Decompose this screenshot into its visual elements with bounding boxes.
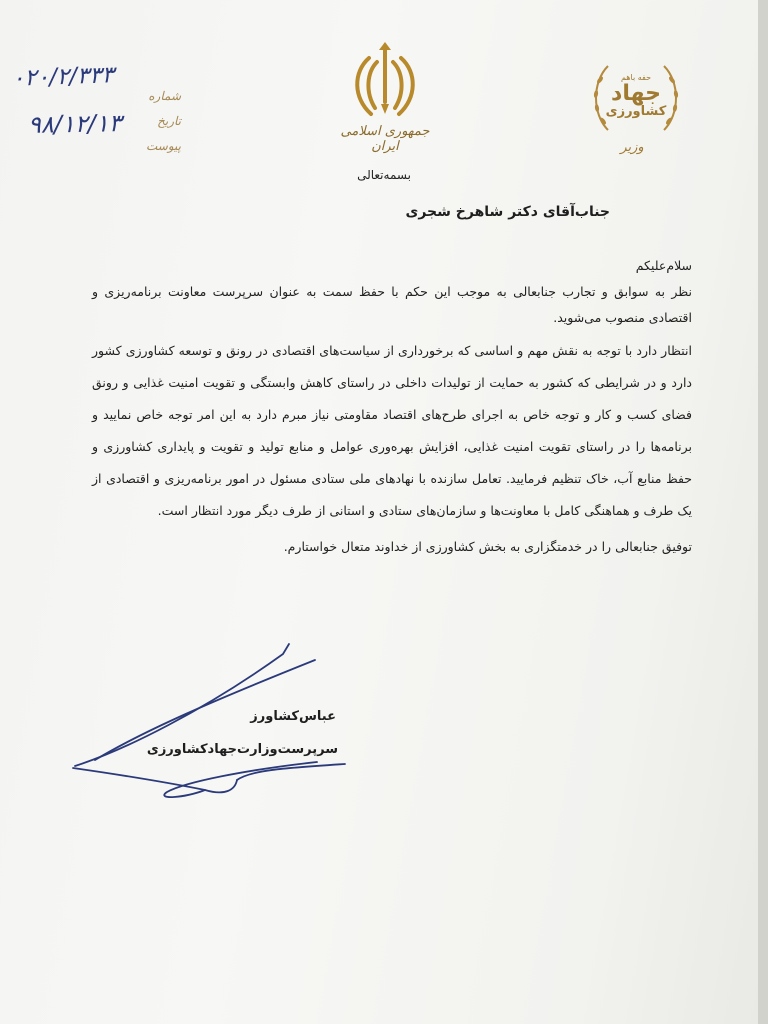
paragraph-expectations: انتظار دارد با توجه به نقش مهم و اساسی که برخورداری از سیاست‌های اقتصادی در رونق و توسعه کشاورزی کشور دارد و در شرایطی که کشور به حمایت از تولیدات داخلی در راستای کاهش وابستگی و تقویت امنیت غذایی و رونق فضای کسب و کار و توجه خاص به اجرای طرح‌های اقتصاد مقاومتی نیاز مبرم دارد به این امر توجه خاص نمایید و برنامه‌ها را در راستای تقویت امنیت غذایی، افزایش بهره‌وری عوامل و منابع تولید و تقویت و پایداری کشاورزی و حفظ منابع آب، خاک تنظیم فرمایید. تعامل سازنده با نهادهای ملی ستادی مسئول در امور برنامه‌ریزی و اقتصادی از یک طرف و هماهنگی کامل با معاونت‌ها و سازمان‌های ستادی و استانی از طرف دیگر مورد انتظار است. (92, 343, 692, 518)
paragraph-appointment: نظر به سوابق و تجارب جنابعالی به موجب این حکم با حفظ سمت به عنوان سرپرست معاونت برنامه‌ریزی و اقتصادی منصوب می‌شوید. (92, 284, 692, 325)
ministry-logo-small: حفه باهم (620, 73, 652, 82)
invocation: بسمه‌تعالی (357, 168, 411, 182)
ministry-logo-mid: کشاورزی (605, 104, 667, 120)
letter-date: ۹۸/۱۲/۱۳ (27, 109, 122, 139)
signature-name: عباس‌کشاورز (250, 709, 336, 724)
iran-emblem (330, 42, 440, 122)
paper-edge (758, 0, 768, 1024)
recipient: جناب‌آقای دکتر شاهرخ شجری (405, 204, 610, 220)
greeting: سلام‌علیکم (635, 258, 692, 273)
emblem-caption: جمهوری اسلامی ایران (340, 124, 430, 154)
ministry-logo-text (594, 74, 678, 119)
minister-label: وزیر (620, 140, 644, 155)
letter-number: ۰۲۰/۲/۳۳۳ (11, 62, 115, 92)
meta-labels (135, 84, 181, 159)
signature-title: سرپرست‌وزارت‌جهادکشاورزی (146, 742, 338, 757)
closing-line: توفیق جنابعالی را در خدمتگزاری به بخش کشاورزی از خداوند متعال خواستارم. (283, 539, 692, 554)
ministry-logo-big: جهاد (611, 81, 661, 107)
date-label: تاریخ (157, 114, 181, 128)
iran-emblem-icon (345, 42, 425, 122)
attachment-label: پیوست (146, 139, 181, 153)
number-label: شماره (148, 89, 181, 103)
letter-body (92, 253, 692, 563)
